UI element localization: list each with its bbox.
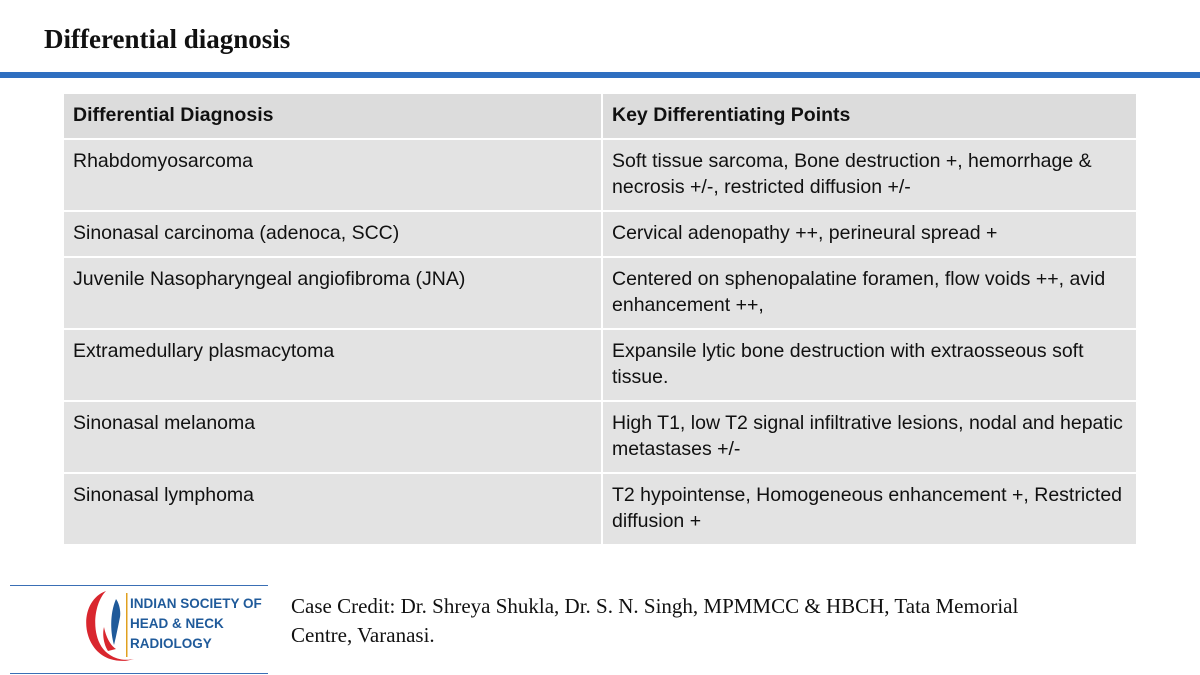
diagnosis-cell: Extramedullary plasmacytoma [63, 329, 602, 401]
diagnosis-cell: Juvenile Nasopharyngeal angiofibroma (JNA) [63, 257, 602, 329]
slide-title: Differential diagnosis [44, 24, 291, 54]
points-cell: Cervical adenopathy ++, perineural spread + [602, 211, 1137, 257]
table-row [63, 139, 1137, 211]
society-logo-text [130, 594, 262, 654]
diagnosis-cell: Sinonasal lymphoma [63, 473, 602, 545]
footer-divider-top [10, 585, 268, 586]
table-row [63, 211, 1137, 257]
table-row [63, 473, 1137, 545]
table-row [63, 257, 1137, 329]
points-cell: High T1, low T2 signal infiltrative lesions, nodal and hepatic metastases +/- [602, 401, 1137, 473]
footer-divider-bottom [10, 673, 268, 674]
logo-line: HEAD & NECK [130, 616, 224, 631]
header-differential-diagnosis: Differential Diagnosis [63, 93, 602, 139]
logo-line: INDIAN SOCIETY OF [130, 596, 262, 611]
table-row [63, 329, 1137, 401]
logo-line: RADIOLOGY [130, 636, 212, 651]
diagnosis-cell: Sinonasal carcinoma (adenoca, SCC) [63, 211, 602, 257]
title-divider [0, 72, 1200, 78]
points-cell: Centered on sphenopalatine foramen, flow voids ++, avid enhancement ++, [602, 257, 1137, 329]
points-cell: Expansile lytic bone destruction with extraosseous soft tissue. [602, 329, 1137, 401]
header-key-points: Key Differentiating Points [602, 93, 1137, 139]
differential-table [62, 92, 1138, 546]
case-credit: Case Credit: Dr. Shreya Shukla, Dr. S. N. Singh, MPMMCC & HBCH, Tata Memorial Centre, Varanasi. [291, 594, 1019, 647]
points-cell: Soft tissue sarcoma, Bone destruction +, hemorrhage & necrosis +/-, restricted diffusion +/- [602, 139, 1137, 211]
table-row [63, 401, 1137, 473]
diagnosis-cell: Rhabdomyosarcoma [63, 139, 602, 211]
diagnosis-cell: Sinonasal melanoma [63, 401, 602, 473]
table-header-row [63, 93, 1137, 139]
points-cell: T2 hypointense, Homogeneous enhancement +, Restricted diffusion + [602, 473, 1137, 545]
